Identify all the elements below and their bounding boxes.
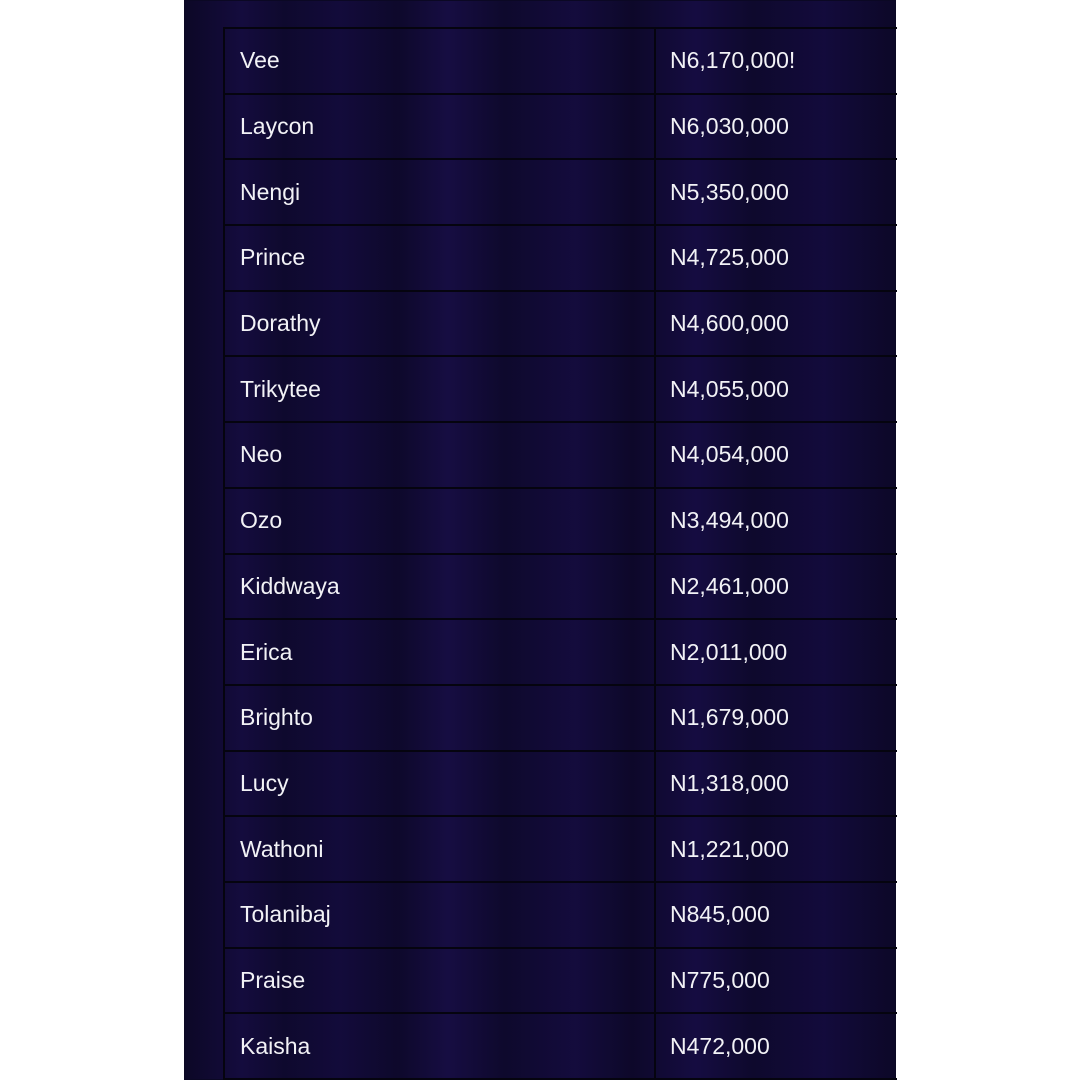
amount-cell: N2,461,000 (670, 572, 789, 599)
table-row (225, 489, 897, 555)
name-cell: Trikytee (225, 357, 656, 421)
amount-cell: N4,600,000 (670, 310, 789, 337)
table-row (225, 817, 897, 883)
name-cell: Neo (225, 423, 656, 487)
name-cell: Kaisha (225, 1014, 656, 1078)
table-row (225, 423, 897, 489)
name-cell: Lucy (225, 752, 656, 816)
table-row (225, 1014, 897, 1080)
amount-cell: N1,679,000 (670, 704, 789, 731)
name-cell: Dorathy (225, 292, 656, 356)
table-row (225, 29, 897, 95)
amount-cell: N5,350,000 (670, 178, 789, 205)
table-row (225, 949, 897, 1015)
table-row (225, 752, 897, 818)
table-panel (184, 0, 896, 1080)
table-row (225, 686, 897, 752)
amount-cell: N472,000 (670, 1032, 770, 1059)
amount-cell: N4,725,000 (670, 244, 789, 271)
name-cell: Tolanibaj (225, 883, 656, 947)
table-row (225, 620, 897, 686)
table-row (225, 555, 897, 621)
amount-cell: N4,054,000 (670, 441, 789, 468)
amounts-table (223, 27, 897, 1080)
name-cell: Ozo (225, 489, 656, 553)
table-row (225, 160, 897, 226)
name-cell: Wathoni (225, 817, 656, 881)
name-cell: Laycon (225, 95, 656, 159)
table-row (225, 95, 897, 161)
amount-cell: N1,221,000 (670, 835, 789, 862)
amount-cell: N4,055,000 (670, 375, 789, 402)
name-cell: Erica (225, 620, 656, 684)
table-row (225, 292, 897, 358)
table-row (225, 226, 897, 292)
amount-cell: N845,000 (670, 901, 770, 928)
name-cell: Nengi (225, 160, 656, 224)
amount-cell: N3,494,000 (670, 507, 789, 534)
name-cell: Vee (225, 29, 656, 93)
table-row (225, 357, 897, 423)
amount-cell: N6,170,000! (670, 47, 796, 74)
name-cell: Praise (225, 949, 656, 1013)
name-cell: Kiddwaya (225, 555, 656, 619)
amount-cell: N775,000 (670, 966, 770, 993)
name-cell: Prince (225, 226, 656, 290)
amount-cell: N1,318,000 (670, 769, 789, 796)
name-cell: Brighto (225, 686, 656, 750)
amount-cell: N2,011,000 (670, 638, 788, 665)
amount-cell: N6,030,000 (670, 113, 789, 140)
table-row (225, 883, 897, 949)
